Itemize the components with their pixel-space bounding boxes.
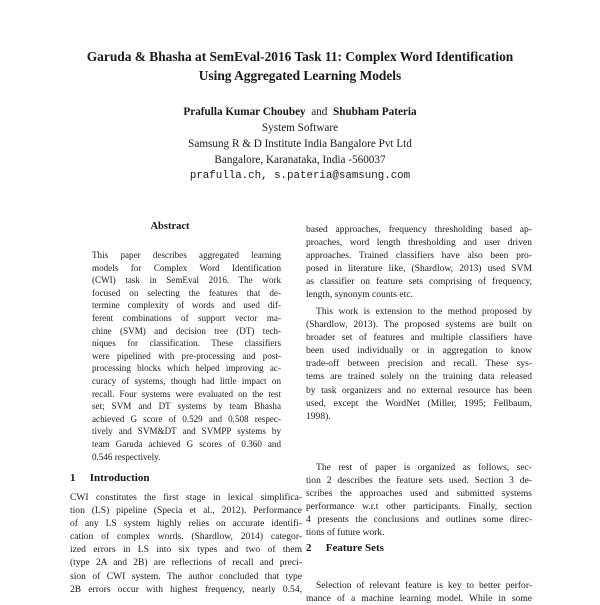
text-line: recall. Four systems were evaluated on the test	[92, 388, 281, 399]
right-paragraph-2	[306, 305, 532, 423]
text-line: cation of complex words. (Shardlow, 2014) categor-	[70, 531, 302, 543]
text-line: scribes the approaches used and submitted systems	[306, 488, 532, 500]
introduction-body	[70, 491, 302, 596]
text-line: termine complexity of words and used dif-	[92, 300, 281, 311]
text-line: focused on selecting the features that de-	[92, 287, 281, 298]
author-conjunction: and	[311, 106, 328, 118]
text-line: used, except the WordNet (Miller, 1995; Fellbaum,	[306, 397, 532, 409]
text-line: This paper describes aggregated learning	[92, 250, 281, 260]
text-line: set; SVM and DT systems by team Bhasha	[92, 401, 281, 412]
right-paragraph-1	[306, 223, 532, 302]
text-line: (Shardlow, 2013). The proposed systems are built on	[306, 319, 532, 331]
text-line: team Garuda achieved G scores of 0.360 and	[92, 438, 281, 449]
author-block	[40, 104, 560, 184]
text-line: performance w.r.t other participants. Finally, section	[306, 501, 532, 513]
text-line: chine (SVM) and decision tree (DT) tech-	[92, 325, 281, 336]
text-line: ferent combinations of support vector ma-	[92, 312, 281, 323]
author-2: Shubham Pateria	[332, 106, 417, 118]
section-1-number: 1	[70, 472, 76, 484]
text-line: ized errors in LS into six types and two of them	[70, 544, 302, 556]
text-line: achieved G score of 0.529 and 0.508 respec-	[92, 413, 281, 424]
text-line: based approaches, frequency thresholding based ap-	[306, 224, 532, 235]
text-line: 1998).	[306, 410, 331, 422]
title-line-2: Using Aggregated Learning Models	[198, 68, 402, 83]
text-line: (CWI) task in SemEval 2016. The work	[92, 275, 281, 286]
text-line: curacy of systems, though had little impact on	[92, 375, 281, 386]
author-names	[183, 106, 416, 118]
section-2-number: 2	[306, 542, 312, 554]
text-line: processing blocks which helped improving ac-	[92, 363, 281, 374]
text-line: broader set of features and multiple classifiers have	[306, 332, 532, 344]
text-line: approaches. Trained classifiers have also been pro-	[306, 250, 532, 262]
text-line: sion of CWI system. The author concluded that type	[70, 570, 302, 582]
section-2-title: Feature Sets	[325, 542, 384, 554]
text-line: tems are trained solely on the training data released	[306, 371, 532, 383]
text-line: 4 presents the conclusions and outlines some direc-	[306, 514, 532, 526]
text-line: tion 2 describes the feature sets used. Section 3 de-	[306, 475, 532, 487]
text-line: by task organizers and no external resource has been	[306, 384, 532, 396]
text-line: been used individually or in aggregation to know	[306, 345, 532, 357]
affiliation-line-3: Bangalore, Karanataka, India -560037	[214, 154, 386, 166]
author-emails: prafulla.ch, s.pateria@samsung.com	[189, 170, 411, 182]
text-line: length, synonym counts etc.	[306, 289, 413, 301]
text-line: This work is extension to the method proposed by	[316, 306, 532, 317]
text-line: of any LS system highly relies on accurate identifi-	[70, 518, 302, 530]
section-1-title: Introduction	[89, 472, 150, 484]
text-line: models for Complex Word Identification	[92, 262, 281, 273]
section-1-heading	[70, 472, 149, 484]
text-line: were pipelined with pre-processing and post-	[92, 350, 281, 361]
right-paragraph-4	[306, 579, 532, 605]
right-paragraph-3	[306, 461, 532, 540]
text-line: niques for classification. These classifiers	[92, 338, 281, 349]
text-line: as classifier on feature sets comprising of frequency,	[306, 276, 532, 288]
text-line: (type 2A and 2B) are reflections of recall and preci-	[70, 557, 302, 569]
text-line: 2B errors occur with highest frequency, nearly 0.54,	[70, 583, 302, 595]
text-line: tion (LS) pipeline (Specia et al., 2012). Performance	[70, 505, 302, 517]
text-line: Selection of relevant feature is key to better perfor-	[316, 580, 532, 591]
text-line: The rest of paper is organized as follows, sec-	[316, 462, 532, 473]
abstract-body	[92, 249, 281, 463]
section-2-heading	[306, 542, 384, 554]
text-line: trade-off between precision and recall. These sys-	[306, 358, 532, 370]
text-line: posed in literature like, (Shardlow, 2013) used SVM	[306, 263, 532, 275]
text-line: proaches, word length thresholding and user driven	[306, 237, 532, 249]
text-line: mance of a machine learning model. While in some	[306, 593, 532, 605]
text-line: CWI constitutes the first stage in lexical simplifica-	[70, 492, 302, 503]
text-line: tively and SVM&DT and SVMPP systems by	[92, 426, 281, 437]
abstract-heading: Abstract	[150, 221, 190, 232]
text-line: tions of future work.	[306, 527, 385, 539]
affiliation-line-2: Samsung R & D Institute India Bangalore Pvt Ltd	[188, 138, 412, 150]
text-line: 0.546 respectively.	[92, 451, 161, 462]
paper-title	[40, 47, 560, 85]
affiliation-line-1: System Software	[261, 122, 339, 134]
title-line-1: Garuda & Bhasha at SemEval-2016 Task 11: Complex Word Identification	[86, 49, 514, 64]
author-1: Prafulla Kumar Choubey	[183, 106, 306, 118]
